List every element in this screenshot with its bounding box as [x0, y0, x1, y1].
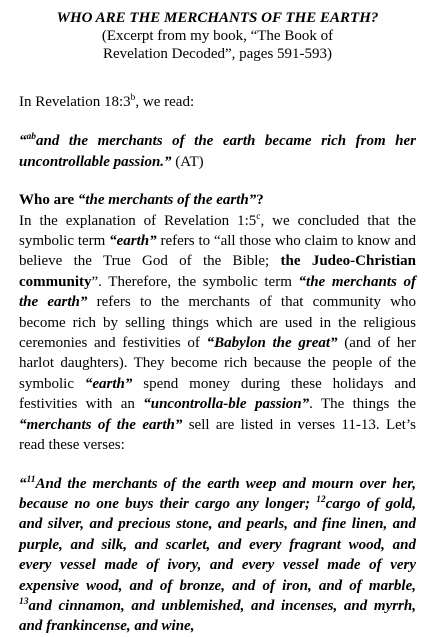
verse-marker: ab: [26, 132, 36, 143]
body-text: In the explanation of Revelation 1:5: [19, 212, 257, 229]
verse-quote-1: [19, 131, 416, 172]
verse-text: And the merchants of the earth weep and mourn over her, because no one buys their cargo any longer;: [19, 475, 416, 512]
body-text: sell are listed in verses 11-13. Let’s read these verses:: [19, 416, 416, 454]
verse-text: and the merchants of the earth became rich from her uncontrollable passion.”: [19, 133, 416, 170]
body-text: , we concluded that the symbolic term: [19, 212, 416, 250]
quote-open: “: [19, 475, 27, 492]
verse-text: and cinnamon, and unblemished, and incenses, and myrrh, and frankincense, and wine,: [19, 597, 416, 635]
body-paragraph: [19, 211, 416, 456]
footnote-marker: b: [130, 93, 136, 103]
verse-quote-2: [19, 474, 416, 637]
heading-part-b: “the merchants of the earth”: [77, 192, 257, 209]
emphasis-term: “uncontrolla-ble passion”: [143, 396, 310, 413]
body-text: spend money during these holidays and festivities with an: [19, 375, 417, 413]
verse-marker: 13: [19, 596, 29, 607]
section-heading: [19, 190, 416, 210]
emphasis-term: “the merchants of the earth”: [19, 273, 416, 311]
subtitle-line-2: Revelation Decoded”, pages 591-593): [102, 46, 333, 62]
body-text: (and of her harlot daughters). They become rich because the people of the symbolic: [19, 335, 416, 392]
verse-marker: 11: [26, 474, 36, 485]
body-text: ”. Therefore, the symbolic term: [91, 273, 299, 290]
emphasis-term: “merchants of the earth”: [19, 416, 183, 433]
verse-marker: 12: [316, 494, 326, 505]
heading-part-a: Who are: [19, 192, 78, 209]
verse-source: (AT): [171, 153, 204, 170]
quote-open: “: [19, 133, 27, 150]
body-text: . The things the: [309, 396, 416, 413]
emphasis-term: “Babylon the great”: [206, 335, 338, 352]
header: [19, 10, 416, 63]
footnote-marker: c: [256, 211, 261, 222]
intro-tail: , we read:: [135, 94, 195, 110]
body-text: refers to “all those who claim to know and believe the True God of the Bible;: [19, 233, 416, 270]
subtitle-line-1: (Excerpt from my book, “The Book of: [101, 28, 334, 44]
intro-paragraph: [19, 92, 416, 112]
emphasis-term: “earth”: [109, 233, 157, 250]
document-title: WHO ARE THE MERCHANTS OF THE EARTH?: [56, 10, 379, 26]
emphasis-bold: the Judeo-Christian community: [19, 253, 416, 290]
emphasis-term: “earth”: [84, 375, 133, 392]
intro-text: In Revelation 18:3: [19, 94, 131, 110]
heading-part-c: ?: [256, 192, 264, 209]
body-text: refers to the merchants of that community who become rich by selling things which are used in the religious ceremonies and festivities of: [19, 294, 416, 352]
verse-text: cargo of gold, and silver, and precious stone, and pearls, and fine linen, and purple, and silk, and scarlet, and every fragrant wood, and every vessel made of ivory, and every vessel made of very expensive wood, and of bronze, and of iron, and of marble,: [19, 495, 416, 594]
